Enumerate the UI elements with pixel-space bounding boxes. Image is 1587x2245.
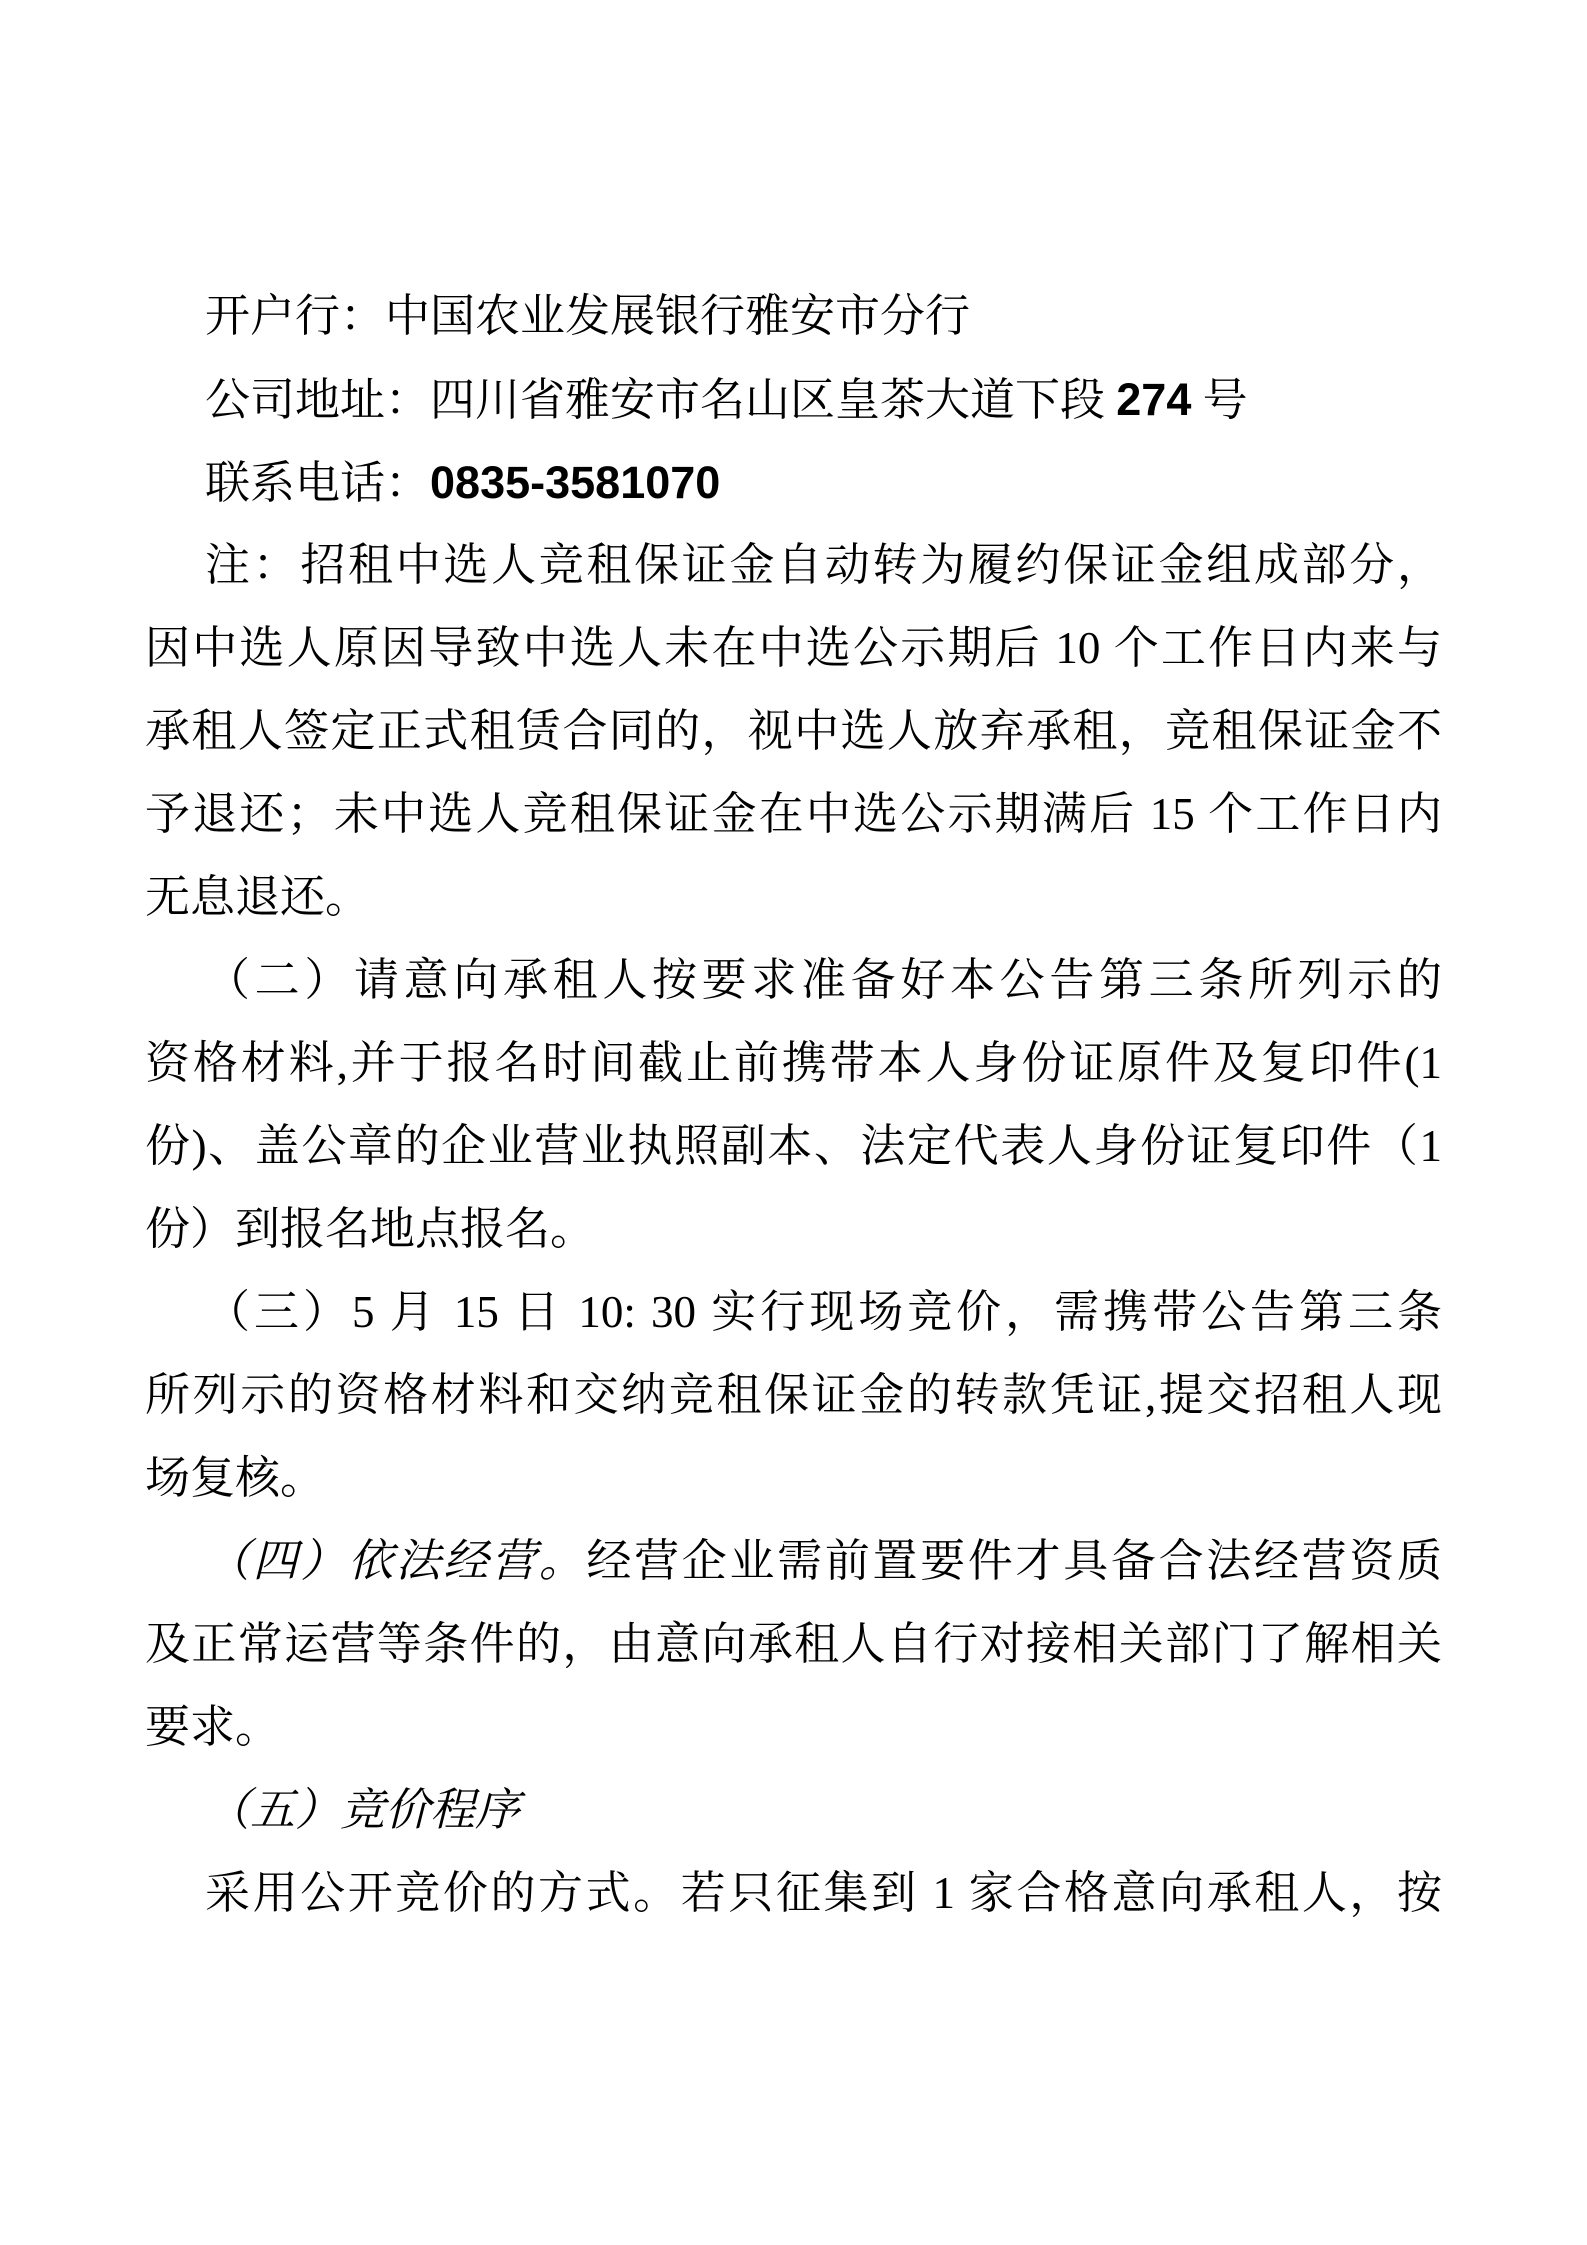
company-address-line bbox=[145, 358, 1442, 441]
item4-line-1 bbox=[145, 1520, 1442, 1603]
item4-line-3: 要求。 bbox=[145, 1702, 281, 1752]
item2-line-3: 份)、盖公章的企业营业执照副本、法定代表人身份证复印件（1 bbox=[145, 1121, 1442, 1171]
document-body bbox=[145, 275, 1442, 1935]
item2-line-2: 资格材料,并于报名时间截止前携带本人身份证原件及复印件(1 bbox=[145, 1038, 1442, 1088]
company-address-number: 274 bbox=[1116, 374, 1192, 425]
note-line-4: 予退还；未中选人竞租保证金在中选公示期满后 15 个工作日内 bbox=[145, 789, 1442, 839]
item3-line-2: 所列示的资格材料和交纳竞租保证金的转款凭证,提交招租人现 bbox=[145, 1370, 1442, 1420]
item4-line-2: 及正常运营等条件的，由意向承租人自行对接相关部门了解相关 bbox=[145, 1619, 1442, 1669]
item2-line-1: （二）请意向承租人按要求准备好本公告第三条所列示的 bbox=[205, 955, 1442, 1005]
item4-lead: （四）依法经营。 bbox=[205, 1536, 587, 1586]
item5-heading: （五）竞价程序 bbox=[205, 1785, 521, 1835]
note-line-5: 无息退还。 bbox=[145, 872, 371, 922]
note-line-3: 承租人签定正式租赁合同的，视中选人放弃承租，竞租保证金不 bbox=[145, 706, 1442, 756]
company-address-suffix: 号 bbox=[1191, 375, 1248, 425]
item3-line-3: 场复核。 bbox=[145, 1453, 326, 1503]
company-address-label: 公司地址：四川省雅安市名山区皇茶大道下段 bbox=[205, 375, 1117, 425]
item3-line-1: （三）5 月 15 日 10: 30 实行现场竞价，需携带公告第三条 bbox=[205, 1287, 1442, 1337]
item5-body-line-1: 采用公开竞价的方式。若只征集到 1 家合格意向承租人，按 bbox=[205, 1868, 1442, 1918]
item4-line-1-rest: 经营企业需前置要件才具备合法经营资质 bbox=[586, 1536, 1442, 1586]
note-line-1: 注：招租中选人竞租保证金自动转为履约保证金组成部分， bbox=[205, 540, 1442, 590]
item2-line-4: 份）到报名地点报名。 bbox=[145, 1204, 596, 1254]
contact-phone-label: 联系电话： bbox=[205, 458, 431, 508]
contact-phone-line bbox=[145, 441, 1442, 524]
contact-phone-number: 0835-3581070 bbox=[430, 457, 721, 508]
bank-account-line: 开户行：中国农业发展银行雅安市分行 bbox=[205, 291, 971, 341]
note-line-2: 因中选人原因导致中选人未在中选公示期后 10 个工作日内来与 bbox=[145, 623, 1442, 673]
